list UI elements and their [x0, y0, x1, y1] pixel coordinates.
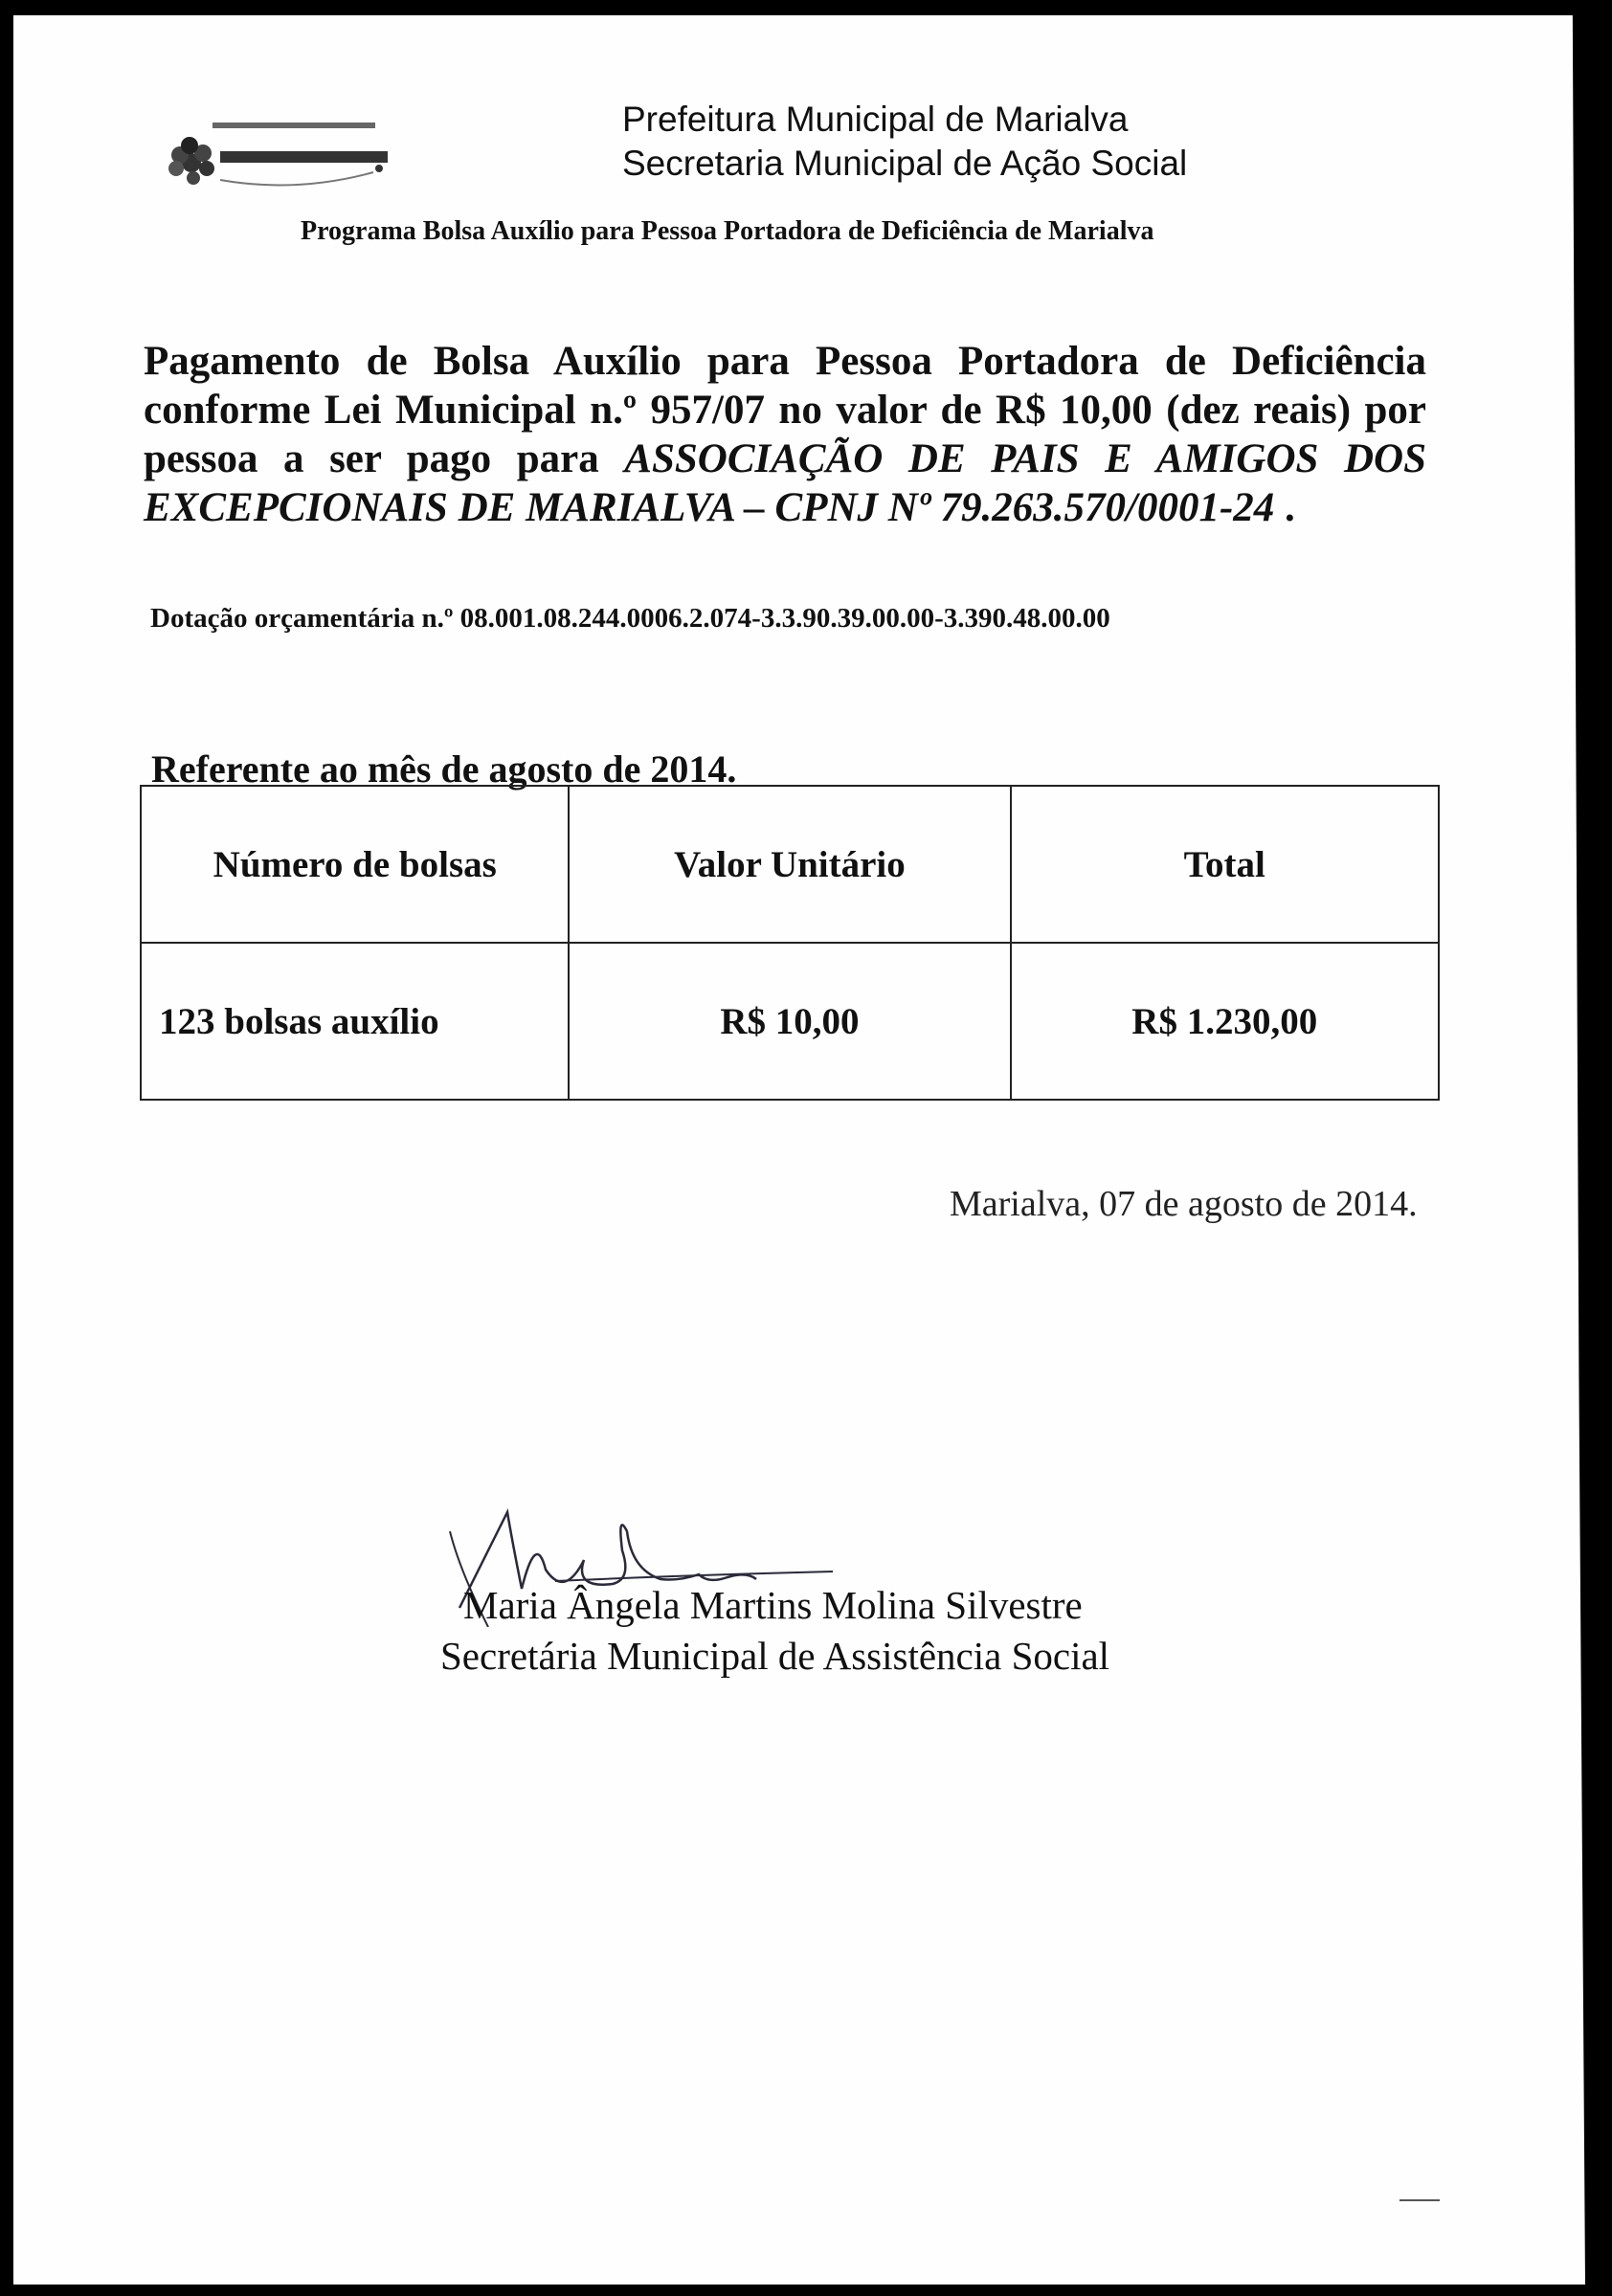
header-unit-value: Valor Unitário — [569, 786, 1010, 943]
cell-total: R$ 1.230,00 — [1011, 943, 1440, 1100]
cell-number-of-grants: 123 bolsas auxílio — [141, 943, 569, 1100]
payment-text-end: . — [1274, 485, 1295, 530]
cell-unit-value: R$ 10,00 — [569, 943, 1010, 1100]
table-header-row — [141, 786, 1439, 943]
signatory-name: Maria Ângela Martins Molina Silvestre — [463, 1583, 1083, 1627]
budget-allocation: Dotação orçamentária n.º 08.001.08.244.0006.2.074-3.3.90.39.00.00-3.390.48.00.00 — [150, 603, 1110, 634]
table-row — [141, 943, 1439, 1100]
header-prefeitura: Prefeitura Municipal de Marialva — [622, 100, 1129, 139]
payment-table — [140, 785, 1440, 1101]
reference-month: Referente ao mês de agosto de 2014. — [151, 747, 737, 791]
payment-text: Pagamento de Bolsa Auxílio para Pessoa Portadora de Deficiência conforme Lei Municipal n.º 957/07 no valor de R$ 10,00 (dez reais) por pessoa a ser pago para — [144, 339, 1426, 481]
place-and-date: Marialva, 07 de agosto de 2014. — [950, 1184, 1418, 1224]
signatory-role: Secretária Municipal de Assistência Social — [440, 1634, 1110, 1678]
program-title: Programa Bolsa Auxílio para Pessoa Portadora de Deficiência de Marialva — [301, 216, 1154, 246]
marialva-logo-graphic — [153, 105, 440, 201]
payment-description — [144, 337, 1426, 532]
scan-mark — [1399, 2199, 1440, 2201]
header-secretaria: Secretaria Municipal de Ação Social — [622, 144, 1188, 183]
beneficiary-entity: ASSOCIAÇÃO DE PAIS E AMIGOS DOS EXCEPCIONAIS DE MARIALVA – CPNJ Nº 79.263.570/0001-24 — [144, 436, 1426, 530]
header-total: Total — [1011, 786, 1440, 943]
marialva-logo — [153, 105, 440, 201]
header-number-of-grants: Número de bolsas — [141, 786, 569, 943]
